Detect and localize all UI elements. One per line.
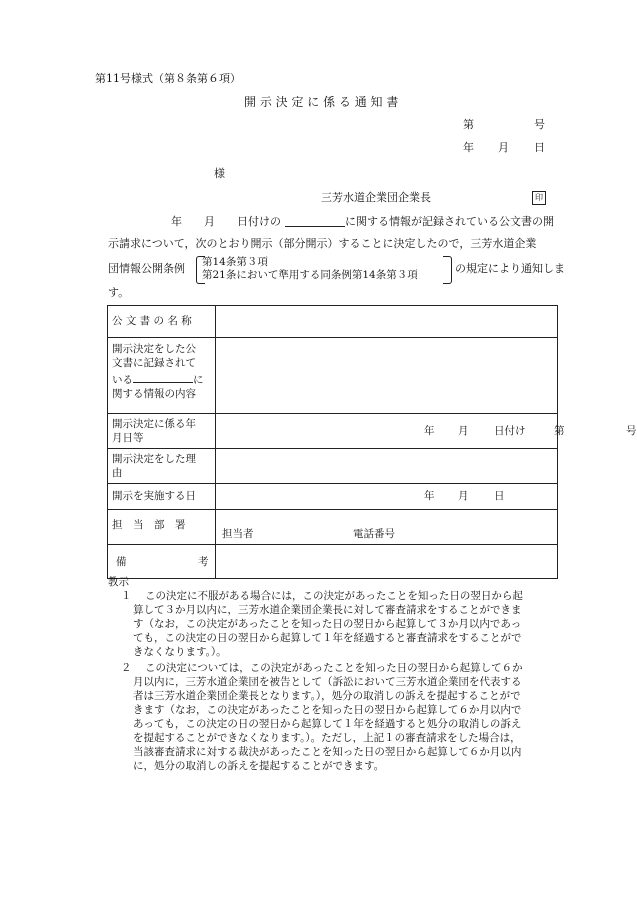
table-row <box>108 414 558 449</box>
brace-option-1: 第14条第３項 <box>202 256 268 268</box>
note-2-line: きます（なお，この決定があったことを知った日の翌日から起算して６か月以内で <box>133 704 522 716</box>
body-line3-start: 団情報公開条例 <box>108 262 185 275</box>
label-decision-reason <box>108 449 215 483</box>
note-2-number: ２ <box>121 662 132 674</box>
table-row <box>108 449 558 484</box>
table-label-cell <box>108 449 216 484</box>
table-value-cell <box>216 414 637 449</box>
implementation-month: 月 <box>458 490 469 502</box>
table-label-cell <box>108 510 216 545</box>
phone-number-label: 電話番号 <box>353 528 395 540</box>
table-value-cell <box>216 545 558 579</box>
brace-option-2: 第21条において準用する同条例第14条第３項 <box>202 269 418 281</box>
label-department: 担 当 部 署 <box>112 519 186 531</box>
table-row <box>108 306 558 338</box>
note-1-line: この決定に不服がある場合には，この決定があったことを知った日の翌日から起 <box>145 590 523 602</box>
table-label-cell <box>108 338 216 414</box>
body-month: 月 <box>204 215 215 228</box>
table-row <box>108 545 558 579</box>
note-1-line: 算して３か月以内に，三芳水道企業団企業長に対して審査請求をすることができま <box>133 604 522 616</box>
body-line3-end: の規定により通知しま <box>455 262 565 275</box>
blank-line <box>133 370 193 383</box>
label-remarks-second: 考 <box>198 556 209 568</box>
addressee-suffix: 様 <box>214 167 225 180</box>
document-title: 開 示 決 定 に 係 る 通 知 書 <box>244 95 399 109</box>
implementation-year: 年 <box>424 490 435 502</box>
table-label-cell <box>108 484 216 510</box>
doc-number-prefix: 第 <box>463 118 474 131</box>
label-line: 開示決定に係る年 <box>112 418 196 430</box>
notes-heading: 教示 <box>108 576 129 588</box>
note-2-line: に，処分の取消しの訴えを提起することができます。 <box>133 760 385 772</box>
label-line: 月日等 <box>112 432 144 444</box>
note-2-line: 月以内に，三芳水道企業団を被告として（訴訟において三芳水道企業団を代表する <box>133 676 522 688</box>
decision-number-suffix: 号 <box>626 425 637 437</box>
table-label-cell <box>108 545 216 579</box>
date-month: 月 <box>498 141 509 154</box>
label-fragment: に <box>193 374 204 386</box>
table-row <box>108 338 558 414</box>
label-information-content <box>108 338 215 404</box>
label-decision-date <box>108 414 215 448</box>
table-value-cell <box>216 338 558 414</box>
date-day: 日 <box>534 141 545 154</box>
table-label-cell <box>108 306 216 338</box>
note-2-line: 当該審査請求に対する裁決があったことを知った日の翌日から起算して６か月以内 <box>133 746 522 758</box>
label-line: 関する情報の内容 <box>112 388 196 400</box>
note-2-line: を提起することができなくなります。）。ただし，上記１の審査請求をした場合は， <box>133 732 521 744</box>
note-1-number: １ <box>121 590 132 602</box>
note-1-line: す（なお，この決定があったことを知った日の翌日から起算して３か月以内であっ <box>133 618 522 630</box>
label-implementation-date: 開示を実施する日 <box>112 490 196 502</box>
label-line: 開示決定をした理 <box>112 453 196 465</box>
label-remarks-first: 備 <box>116 556 127 568</box>
table-value-cell <box>216 484 558 510</box>
body-day-of: 日付けの <box>237 215 281 228</box>
label-line: 文書に記録されて <box>112 357 196 369</box>
body-year: 年 <box>171 215 182 228</box>
label-line <box>112 370 211 387</box>
table-value-cell <box>216 449 558 484</box>
note-2-line: 者は三芳水道企業団企業長となります。），処分の取消しの訴えを提起することがで <box>133 690 521 702</box>
table-row <box>108 510 558 545</box>
decision-day: 日付け <box>494 425 526 437</box>
decision-number-prefix: 第 <box>554 425 565 437</box>
decision-month: 月 <box>458 425 469 437</box>
body-line1-rest: に関する情報が記録されている公文書の開 <box>345 215 554 228</box>
blank-line <box>285 226 345 227</box>
note-1-line: きなくなります。）。 <box>133 646 227 658</box>
table-label-cell <box>108 414 216 449</box>
body-line2: 示請求について，次のとおり開示（部分開示）することに決定したので，三芳水道企業 <box>108 237 537 250</box>
label-document-name: 公 文 書 の 名 称 <box>112 315 192 327</box>
body-line4: す。 <box>108 286 130 299</box>
label-fragment: いる <box>112 374 133 386</box>
disclosure-table <box>107 305 637 579</box>
implementation-day: 日 <box>494 490 505 502</box>
note-2-line: この決定については，この決定があったことを知った日の翌日から起算して６か <box>145 662 523 674</box>
label-line: 由 <box>112 467 123 479</box>
label-line: 開示決定をした公 <box>112 343 196 355</box>
form-number: 第11号様式（第８条第６項） <box>95 72 241 85</box>
person-in-charge-label: 担当者 <box>222 528 254 540</box>
brace-right <box>443 256 452 284</box>
table-value-cell <box>216 306 558 338</box>
issuer-name: 三芳水道企業団企業長 <box>321 191 431 204</box>
date-year: 年 <box>463 141 474 154</box>
note-2-line: あっても，この決定の日の翌日から起算して１年を経過すると処分の取消しの訴え <box>133 718 522 730</box>
doc-number-suffix: 号 <box>534 118 545 131</box>
seal-mark: 印 <box>532 191 546 205</box>
table-value-cell <box>216 510 558 545</box>
decision-year: 年 <box>424 425 435 437</box>
table-row <box>108 484 558 510</box>
note-1-line: ても，この決定の日の翌日から起算して１年を経過すると審査請求をすることがで <box>133 632 522 644</box>
